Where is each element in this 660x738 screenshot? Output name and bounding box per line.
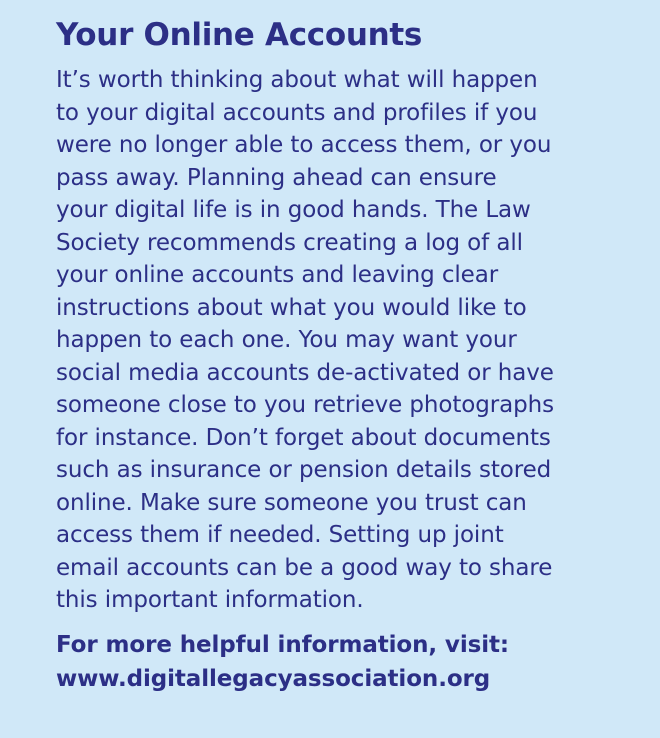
section-title: Your Online Accounts [56, 17, 423, 53]
website-link[interactable]: www.digitallegacyassociation.org [56, 666, 491, 692]
body-line: this important information. [56, 587, 364, 613]
body-line: social media accounts de-activated or have [56, 359, 554, 386]
body-line: access them if needed. Setting up joint [56, 522, 504, 548]
body-line: email accounts can be a good way to share [56, 554, 553, 581]
body-line: such as insurance or pension details stored [56, 457, 552, 483]
body-line: instructions about what you would like to [56, 294, 527, 321]
body-line: to your digital accounts and profiles if you [56, 99, 538, 126]
body-line: happen to each one. You may want your [56, 327, 517, 353]
body-line: It’s worth thinking about what will happen [56, 67, 538, 93]
body-line: your online accounts and leaving clear [56, 262, 499, 288]
body-line: Society recommends creating a log of all [56, 229, 523, 256]
body-line: pass away. Planning ahead can ensure [56, 164, 497, 191]
more-info-label: For more helpful information, visit: [56, 632, 509, 658]
section-body [56, 64, 651, 617]
body-line: were no longer able to access them, or you [56, 132, 552, 158]
body-line: online. Make sure someone you trust can [56, 489, 527, 516]
body-line: your digital life is in good hands. The Law [56, 197, 531, 223]
body-line: someone close to you retrieve photographs [56, 392, 554, 418]
more-info [56, 628, 509, 696]
body-line: for instance. Don’t forget about documents [56, 424, 551, 451]
